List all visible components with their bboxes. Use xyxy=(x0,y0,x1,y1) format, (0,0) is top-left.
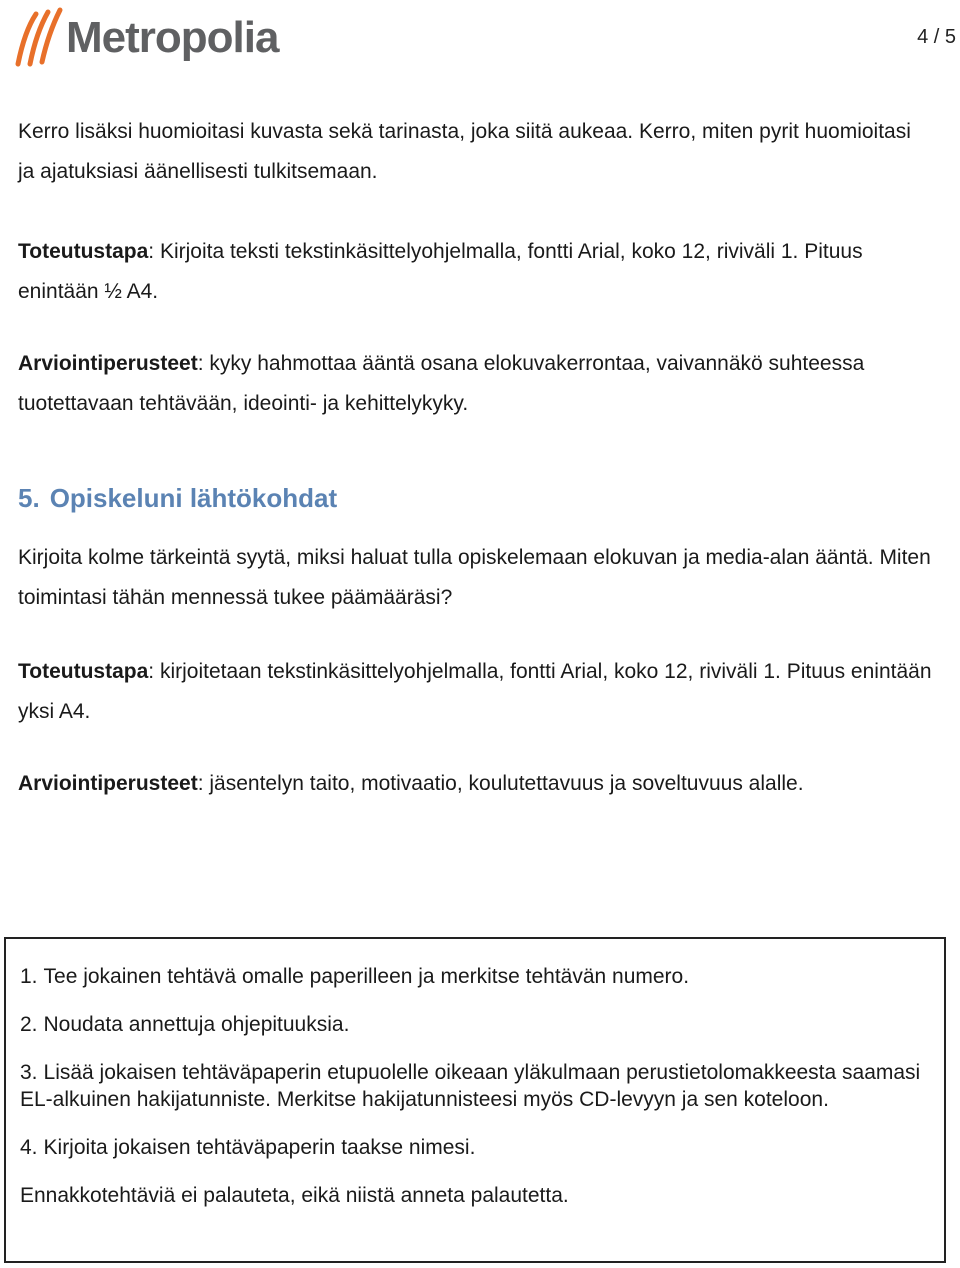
intro-paragraph: Kerro lisäksi huomioitasi kuvasta sekä tarinasta, joka siitä aukeaa. Kerro, miten pyrit huomioitasi ja ajatuksiasi äänellisesti tulkitsemaan. xyxy=(18,120,911,183)
metropolia-logo xyxy=(14,4,279,68)
instruction-number: 3. xyxy=(20,1061,38,1084)
logo-mark-icon xyxy=(14,4,68,68)
instruction-number: 4. xyxy=(20,1136,38,1159)
task4-method xyxy=(18,232,933,312)
instruction-text: Tee jokainen tehtävä omalle paperilleen ja merkitse tehtävän numero. xyxy=(43,965,690,988)
task4-criteria xyxy=(18,344,933,424)
instruction-number: 2. xyxy=(20,1013,38,1036)
criteria-label: Arviointiperusteet xyxy=(18,772,198,795)
section-criteria xyxy=(18,764,933,804)
section-number: 5. xyxy=(18,483,40,513)
section-heading xyxy=(18,478,933,518)
method-label: Toteutustapa xyxy=(18,240,149,263)
instruction-number: 1. xyxy=(20,965,38,988)
method-label: Toteutustapa xyxy=(18,660,149,683)
method-text: : kirjoitetaan tekstinkäsittelyohjelmalla, fontti Arial, koko 12, riviväli 1. Pituus enintään yksi A4. xyxy=(18,660,932,723)
section-method xyxy=(18,652,933,732)
criteria-label: Arviointiperusteet xyxy=(18,352,198,375)
instructions-box xyxy=(4,937,946,1263)
document-body xyxy=(18,112,933,804)
criteria-text: : kyky hahmottaa ääntä osana elokuvakerrontaa, vaivannäkö suhteessa tuotettavaan tehtävään, ideointi- ja kehittelykyky. xyxy=(18,352,865,415)
instructions-list xyxy=(20,963,935,1230)
logo-wordmark: Metropolia xyxy=(66,13,279,62)
instruction-item xyxy=(20,1134,935,1161)
page-header xyxy=(0,0,960,80)
instruction-item xyxy=(20,1059,935,1113)
instruction-text: Kirjoita jokaisen tehtäväpaperin taakse nimesi. xyxy=(43,1136,476,1159)
instruction-text: Noudata annettuja ohjepituuksia. xyxy=(43,1013,350,1036)
instruction-item xyxy=(20,1011,935,1038)
page-indicator: 4 / 5 xyxy=(917,26,956,48)
closing-note: Ennakkotehtäviä ei palauteta, eikä niistä anneta palautetta. xyxy=(20,1184,569,1207)
criteria-text: : jäsentelyn taito, motivaatio, koulutettavuus ja soveltuvuus alalle. xyxy=(197,772,804,795)
section-description: Kirjoita kolme tärkeintä syytä, miksi haluat tulla opiskelemaan elokuvan ja media-alan ääntä. Miten toimintasi tähän mennessä tukee päämääräsi? xyxy=(18,546,931,609)
method-text: : Kirjoita teksti tekstinkäsittelyohjelmalla, fontti Arial, koko 12, riviväli 1. Pituus enintään ½ A4. xyxy=(18,240,863,303)
instruction-text: Lisää jokaisen tehtäväpaperin etupuolelle oikeaan yläkulmaan perustietolomakkeesta saamasi EL-alkuinen hakijatunniste. Merkitse hakijatunnisteesi myös CD-levyyn ja sen koteloon. xyxy=(20,1061,921,1111)
instruction-item xyxy=(20,963,935,990)
section-title: Opiskeluni lähtökohdat xyxy=(49,483,338,513)
